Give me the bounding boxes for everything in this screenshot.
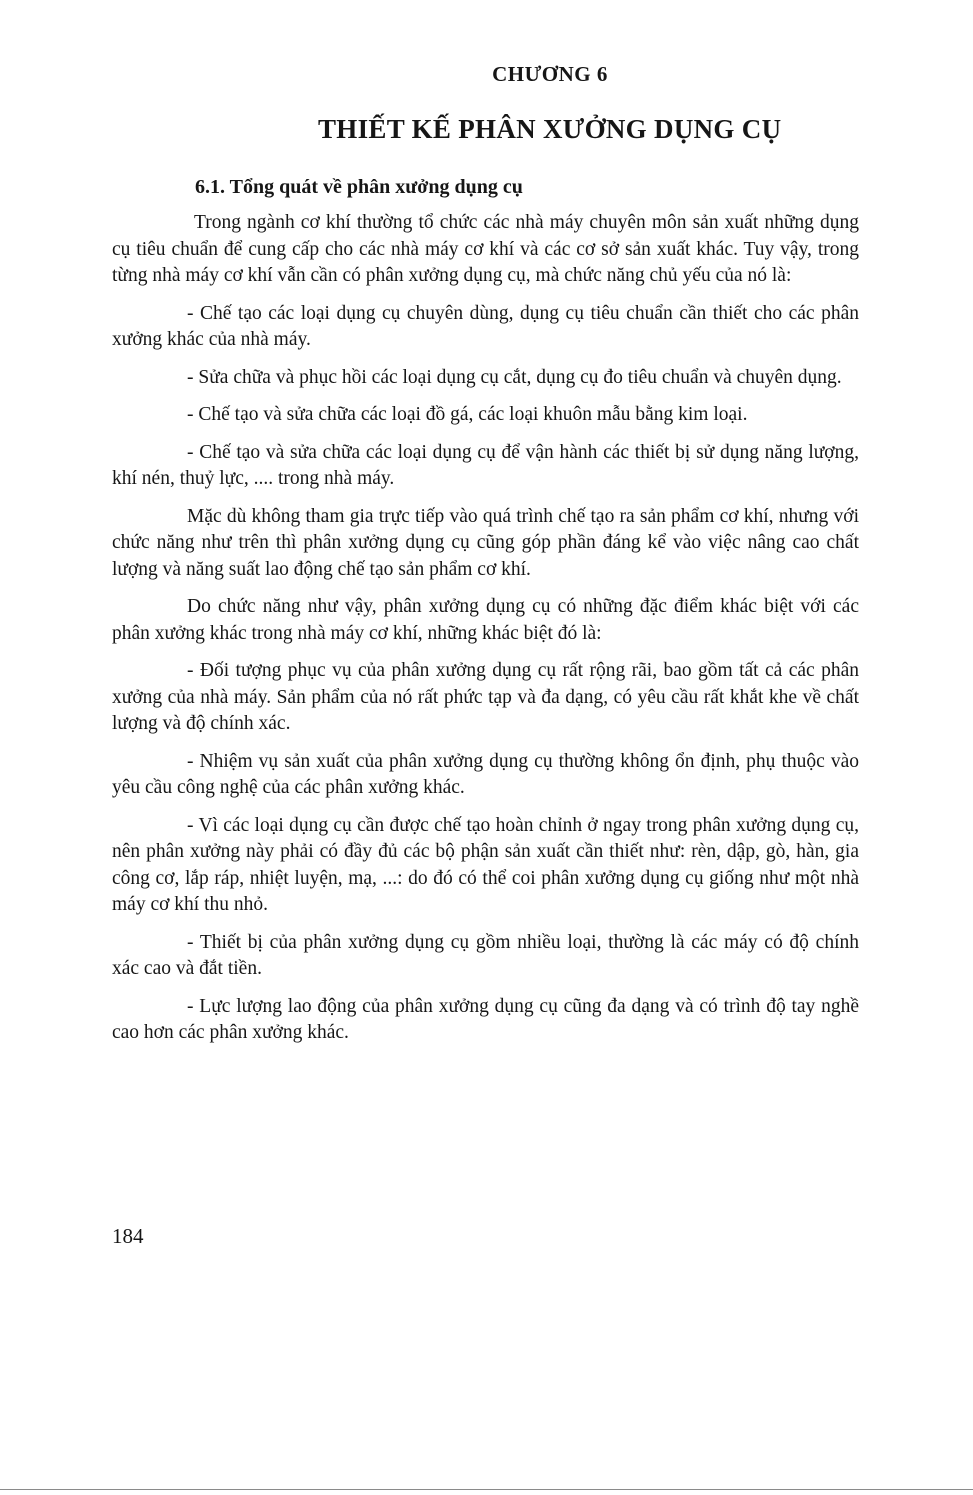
page-number: 184 [112, 1224, 144, 1248]
paragraph-bullet: - Thiết bị của phân xưởng dụng cụ gồm nhiều loại, thường là các máy có độ chính xác cao và đắt tiền. [112, 931, 859, 979]
paragraph: Do chức năng như vậy, phân xưởng dụng cụ có những đặc điểm khác biệt với các phân xưởng khác trong nhà máy cơ khí, những khác biệt đó là: [112, 596, 859, 644]
paragraph-bullet: - Sửa chữa và phục hồi các loại dụng cụ cắt, dụng cụ đo tiêu chuẩn và chuyên dụng. [187, 366, 842, 388]
body-text [112, 210, 859, 1058]
chapter-title: THIẾT KẾ PHÂN XƯỞNG DỤNG CỤ [318, 114, 782, 144]
paragraph-bullet: - Chế tạo và sửa chữa các loại đồ gá, các loại khuôn mẫu bằng kim loại. [187, 404, 748, 425]
paragraph-intro: Trong ngành cơ khí thường tổ chức các nhà máy chuyên môn sản xuất những dụng cụ tiêu chuẩn để cung cấp cho các nhà máy cơ khí và các cơ sở sản xuất khác. Tuy vậy, trong từng nhà máy cơ khí vẫn cần có phân xưởng dụng cụ, mà chức năng chủ yếu của nó là: [112, 212, 859, 286]
paragraph-bullet: - Lực lượng lao động của phân xưởng dụng cụ cũng đa dạng và có trình độ tay nghề cao hơn các phân xưởng khác. [112, 995, 859, 1043]
paragraph-bullet: - Chế tạo và sửa chữa các loại dụng cụ để vận hành các thiết bị sử dụng năng lượng, khí nén, thuỷ lực, .... trong nhà máy. [112, 441, 859, 489]
paragraph-bullet: - Đối tượng phục vụ của phân xưởng dụng cụ rất rộng rãi, bao gồm tất cả các phân xưởng của nhà máy. Sản phẩm của nó rất phức tạp và đa dạng, có yêu cầu rất khắt khe về chất lượng và độ chính xác. [112, 660, 859, 734]
paragraph-bullet: - Nhiệm vụ sản xuất của phân xưởng dụng cụ thường không ổn định, phụ thuộc vào yêu cầu công nghệ của các phân xưởng khác. [112, 750, 859, 798]
section-heading: 6.1. Tổng quát về phân xưởng dụng cụ [195, 176, 523, 198]
paragraph-bullet: - Chế tạo các loại dụng cụ chuyên dùng, dụng cụ tiêu chuẩn cần thiết cho các phân xưởng khác của nhà máy. [112, 302, 859, 350]
chapter-label: CHƯƠNG 6 [492, 62, 608, 86]
page-bottom-edge [0, 1489, 973, 1490]
paragraph: Mặc dù không tham gia trực tiếp vào quá trình chế tạo ra sản phẩm cơ khí, nhưng với chức năng như trên thì phân xưởng dụng cụ cũng góp phần đáng kể vào việc nâng cao chất lượng và năng suất lao động chế tạo sản phẩm cơ khí. [112, 505, 859, 580]
paragraph-bullet: - Vì các loại dụng cụ cần được chế tạo hoàn chỉnh ở ngay trong phân xưởng dụng cụ, nên phân xưởng này phải có đầy đủ các bộ phận sản xuất cần thiết như: rèn, dập, gò, hàn, gia công cơ, lắp ráp, nhiệt luyện, mạ, ...: do đó có thể coi phân xưởng dụng cụ giống như một nhà máy cơ khí thu nhỏ. [112, 814, 859, 915]
